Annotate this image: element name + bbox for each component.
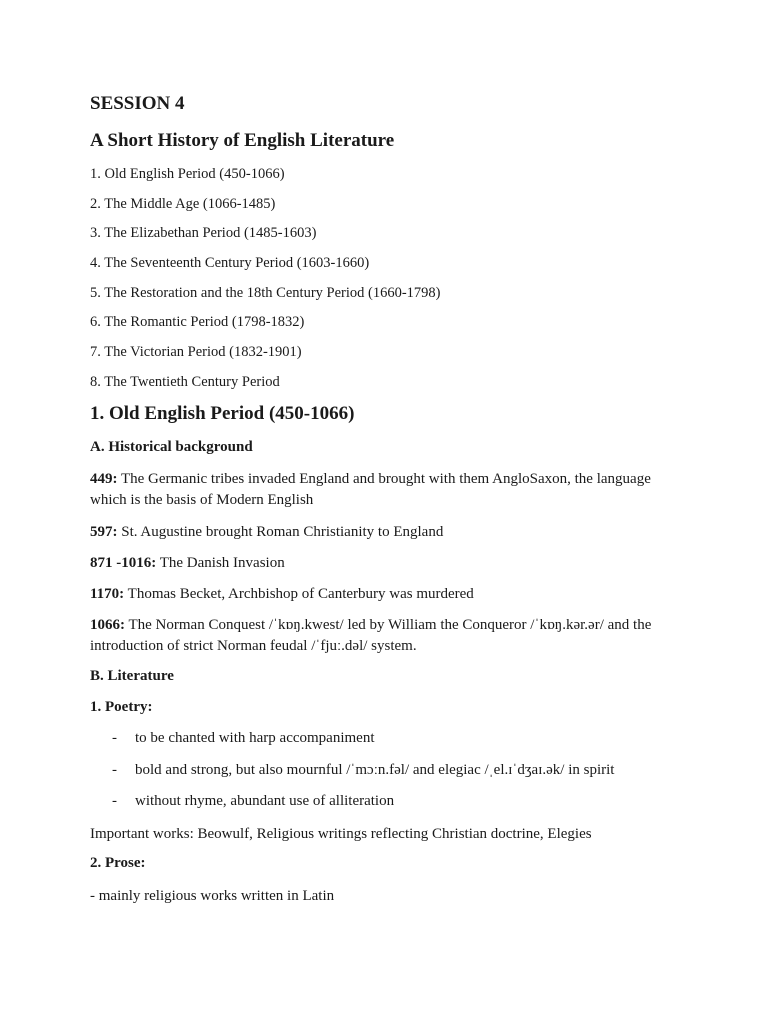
toc-item: 2. The Middle Age (1066-1485) — [90, 196, 276, 212]
event-text: Thomas Becket, Archbishop of Canterbury was murdered — [124, 586, 474, 602]
event-449 — [90, 469, 670, 511]
poetry-bullet — [90, 762, 690, 782]
event-year: 1170: — [90, 586, 125, 602]
toc-item: 5. The Restoration and the 18th Century Period (1660-1798) — [90, 285, 441, 301]
document-title: A Short History of English Literature — [90, 130, 395, 151]
prose-heading: 2. Prose: — [90, 855, 146, 871]
session-heading: SESSION 4 — [90, 93, 185, 114]
event-year: 597: — [90, 524, 118, 540]
event-1170 — [90, 584, 670, 605]
historical-background-heading: A. Historical background — [90, 439, 253, 455]
section-heading-old-english: 1. Old English Period (450-1066) — [90, 403, 355, 424]
event-text: The Danish Invasion — [156, 555, 285, 571]
literature-heading: B. Literature — [90, 668, 174, 684]
bullet-dash: - — [112, 762, 117, 778]
toc-item: 6. The Romantic Period (1798-1832) — [90, 314, 305, 330]
prose-line: - mainly religious works written in Latin — [90, 888, 335, 904]
bullet-dash: - — [112, 730, 117, 746]
toc-item: 7. The Victorian Period (1832-1901) — [90, 344, 302, 360]
poetry-heading: 1. Poetry: — [90, 699, 153, 715]
bullet-dash: - — [112, 793, 117, 809]
event-871 — [90, 553, 670, 574]
event-year: 449: — [90, 471, 118, 487]
event-597 — [90, 522, 670, 543]
event-year: 871 -1016: — [90, 555, 157, 571]
toc-item: 4. The Seventeenth Century Period (1603-1660) — [90, 255, 370, 271]
event-text: The Norman Conquest /ˈkɒŋ.kwest/ led by William the Conqueror /ˈkɒŋ.kər.ər/ and the introduction of strict Norman feudal /ˈfjuː.dəl/ system. — [90, 617, 652, 654]
important-works: Important works: Beowulf, Religious writings reflecting Christian doctrine, Elegies — [90, 826, 592, 842]
toc-item: 1. Old English Period (450-1066) — [90, 166, 285, 182]
toc-item: 3. The Elizabethan Period (1485-1603) — [90, 225, 317, 241]
bullet-text: without rhyme, abundant use of alliteration — [135, 793, 395, 809]
event-year: 1066: — [90, 617, 125, 633]
toc-item: 8. The Twentieth Century Period — [90, 374, 280, 390]
poetry-bullet — [90, 793, 690, 813]
event-text: St. Augustine brought Roman Christianity to England — [117, 524, 444, 540]
bullet-text: bold and strong, but also mournful /ˈmɔːn.fəl/ and elegiac /ˌel.ɪˈdʒaɪ.ək/ in spirit — [135, 762, 615, 778]
event-text: The Germanic tribes invaded England and brought with them AngloSaxon, the language which is the basis of Modern English — [90, 471, 651, 508]
bullet-text: to be chanted with harp accompaniment — [135, 730, 375, 746]
poetry-bullet — [90, 730, 690, 750]
event-1066 — [90, 615, 670, 657]
